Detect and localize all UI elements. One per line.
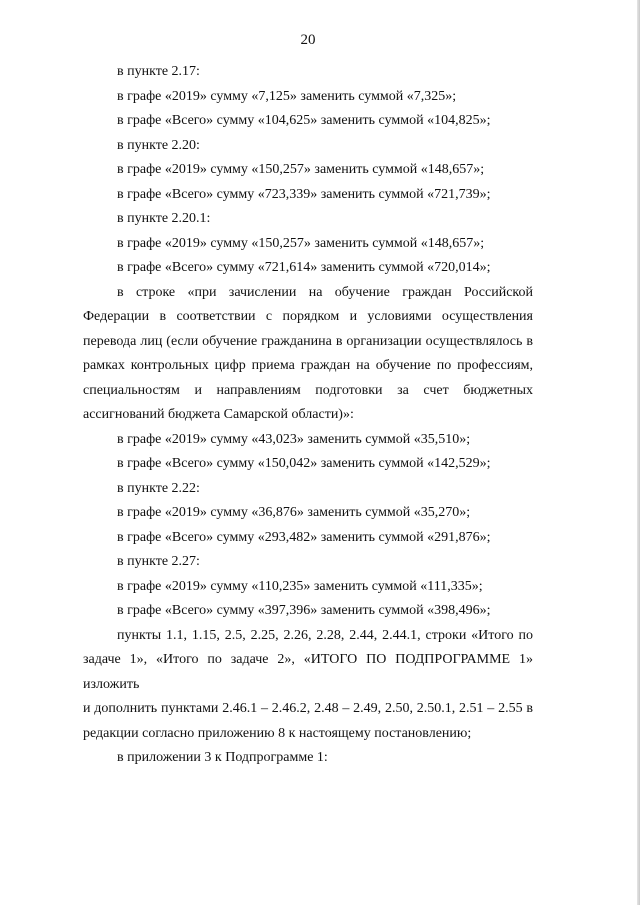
paragraph-line: задаче 1», «Итого по задаче 2», «ИТОГО ПО ПОДПРОГРАММЕ 1» изложить — [83, 652, 533, 692]
paragraph-line: специальностям и направлениям подготовки за счет бюджетных — [83, 382, 533, 398]
text-line: в графе «Всего» сумму «721,614» заменить суммой «720,014»; — [117, 260, 491, 275]
text-line: в графе «Всего» сумму «104,625» заменить суммой «104,825»; — [117, 113, 491, 128]
paragraph-line: перевода лиц (если обучение гражданина в организации осуществлялось в — [83, 333, 533, 349]
text-line: в графе «Всего» сумму «150,042» заменить суммой «142,529»; — [117, 456, 491, 471]
text-line: в пункте 2.20: — [117, 137, 200, 153]
paragraph-line: в строке «при зачислении на обучение граждан Российской — [117, 284, 533, 300]
amendments-block-1 — [83, 60, 533, 281]
page-number: 20 — [300, 32, 316, 48]
text-line: в графе «2019» сумму «110,235» заменить суммой «111,335»; — [117, 578, 483, 594]
text-line: в графе «2019» сумму «36,876» заменить суммой «35,270»; — [117, 505, 471, 520]
paragraph-line: пункты 1.1, 1.15, 2.5, 2.25, 2.26, 2.28, 2.44, 2.44.1, строки «Итого по — [117, 627, 533, 643]
text-line: в графе «Всего» сумму «723,339» заменить суммой «721,739»; — [117, 186, 491, 202]
paragraph-line: рамках контрольных цифр приема граждан на обучение по профессиям, — [83, 358, 533, 373]
paragraph-line: ассигнований бюджета Самарской области)»: — [83, 407, 354, 422]
paragraph-items-replacement — [83, 624, 533, 747]
paragraph-line: и дополнить пунктами 2.46.1 – 2.46.2, 2.48 – 2.49, 2.50, 2.50.1, 2.51 – 2.55 в — [83, 701, 533, 716]
text-line: в пункте 2.17: — [117, 64, 200, 79]
text-line: в графе «2019» сумму «43,023» заменить суммой «35,510»; — [117, 431, 471, 447]
paragraph-line: Федерации в соответствии с порядком и условиями осуществления — [83, 309, 533, 324]
paragraph-line: редакции согласно приложению 8 к настоящему постановлению; — [83, 725, 472, 741]
text-line: в графе «2019» сумму «150,257» заменить суммой «148,657»; — [117, 162, 485, 177]
text-line-last: в приложении 3 к Подпрограмме 1: — [117, 750, 328, 765]
paragraph-row-description — [83, 281, 533, 428]
text-line: в пункте 2.27: — [117, 554, 200, 569]
text-line: в графе «Всего» сумму «293,482» заменить суммой «291,876»; — [117, 529, 491, 545]
text-line: в пункте 2.22: — [117, 480, 200, 496]
text-line: в графе «Всего» сумму «397,396» заменить суммой «398,496»; — [117, 603, 491, 618]
text-line: в графе «2019» сумму «150,257» заменить суммой «148,657»; — [117, 235, 485, 251]
amendments-block-2 — [83, 428, 533, 624]
text-line: в пункте 2.20.1: — [117, 211, 211, 226]
text-line: в графе «2019» сумму «7,125» заменить суммой «7,325»; — [117, 88, 457, 104]
